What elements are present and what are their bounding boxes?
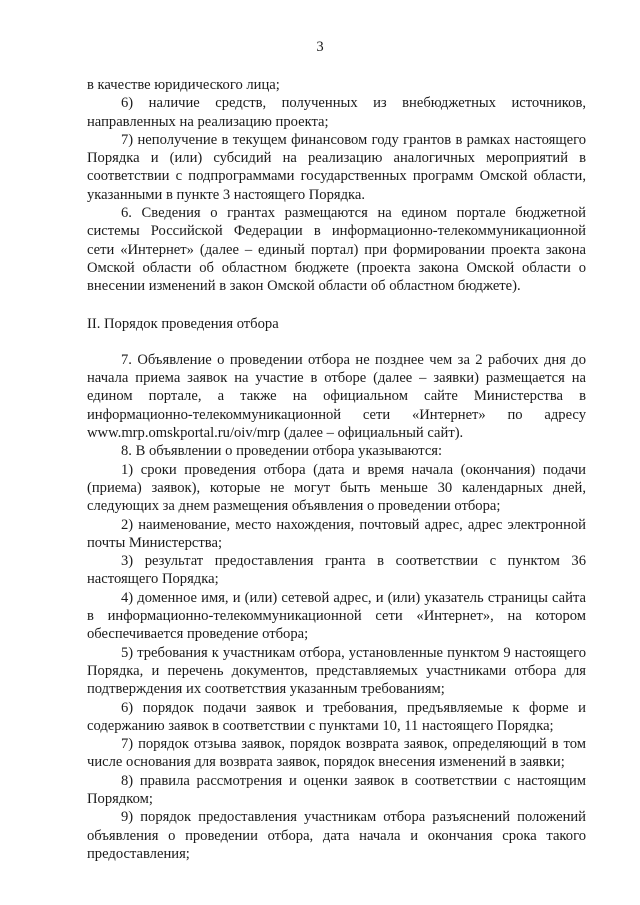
paragraph-item-7: 7) неполучение в текущем финансовом году грантов в рамках настоящего Порядка и (или) субсидий на реализацию аналогичных мероприятий в соответствии с подпрограммами государственных программ Омской области, указанными в пункте 3 настоящего Порядка.	[87, 131, 586, 203]
list-item-9: 9) порядок предоставления участникам отбора разъяснений положений объявления о проведении отбора, дата начала и окончания срока такого предоставления;	[87, 809, 586, 862]
list-item-2: 2) наименование, место нахождения, почтовый адрес, адрес электронной почты Министерства;	[87, 516, 586, 551]
paragraph-clause-7: 7. Объявление о проведении отбора не позднее чем за 2 рабочих дня до начала приема заявок на участие в отборе (далее – заявки) размещается на едином портале, а также на официальном сайте Министерства в информационно-телекоммуникационной сети «Интернет» по адресу www.mrp.omskportal.ru/oiv/mrp (далее – официальный сайт).	[87, 351, 586, 442]
page-number: 3	[316, 39, 324, 55]
list-item-3: 3) результат предоставления гранта в соответствии с пунктом 36 настоящего Порядка;	[87, 553, 586, 588]
list-item-5: 5) требования к участникам отбора, установленные пунктом 9 настоящего Порядка, и перечень документов, представляемых участниками отбора для подтверждения их соответствия указанным требованиям;	[87, 644, 586, 698]
paragraph-clause-8: 8. В объявлении о проведении отбора указываются:	[121, 443, 443, 460]
section-heading: II. Порядок проведения отбора	[87, 315, 279, 332]
list-item-6: 6) порядок подачи заявок и требования, предъявляемые к форме и содержанию заявок в соответствии с пунктами 10, 11 настоящего Порядка;	[87, 699, 586, 734]
list-item-8: 8) правила рассмотрения и оценки заявок в соответствии с настоящим Порядком;	[87, 772, 586, 807]
paragraph-continuation: в качестве юридического лица;	[87, 77, 280, 93]
list-item-7: 7) порядок отзыва заявок, порядок возврата заявок, определяющий в том числе основания для возврата заявок, порядок внесения изменений в заявки;	[87, 736, 586, 771]
document-body	[87, 76, 586, 863]
list-item-1: 1) сроки проведения отбора (дата и время начала (окончания) подачи (приема) заявок), которые не могут быть меньше 30 календарных дней, следующих за днем размещения объявления о проведении отбора;	[87, 461, 586, 515]
paragraph-clause-6: 6. Сведения о грантах размещаются на едином портале бюджетной системы Российской Федерации в информационно-телекоммуникационной сети «Интернет» (далее – единый портал) при формировании проекта закона Омской области об областном бюджете (проекта закона Омской области о внесении изменений в закон Омской области об областном бюджете).	[87, 205, 586, 295]
paragraph-item-6: 6) наличие средств, полученных из внебюджетных источников, направленных на реализацию проекта;	[87, 95, 586, 130]
list-item-4: 4) доменное имя, и (или) сетевой адрес, и (или) указатель страницы сайта в информационно-телекоммуникационной сети «Интернет», на котором обеспечивается проведение отбора;	[87, 589, 586, 643]
